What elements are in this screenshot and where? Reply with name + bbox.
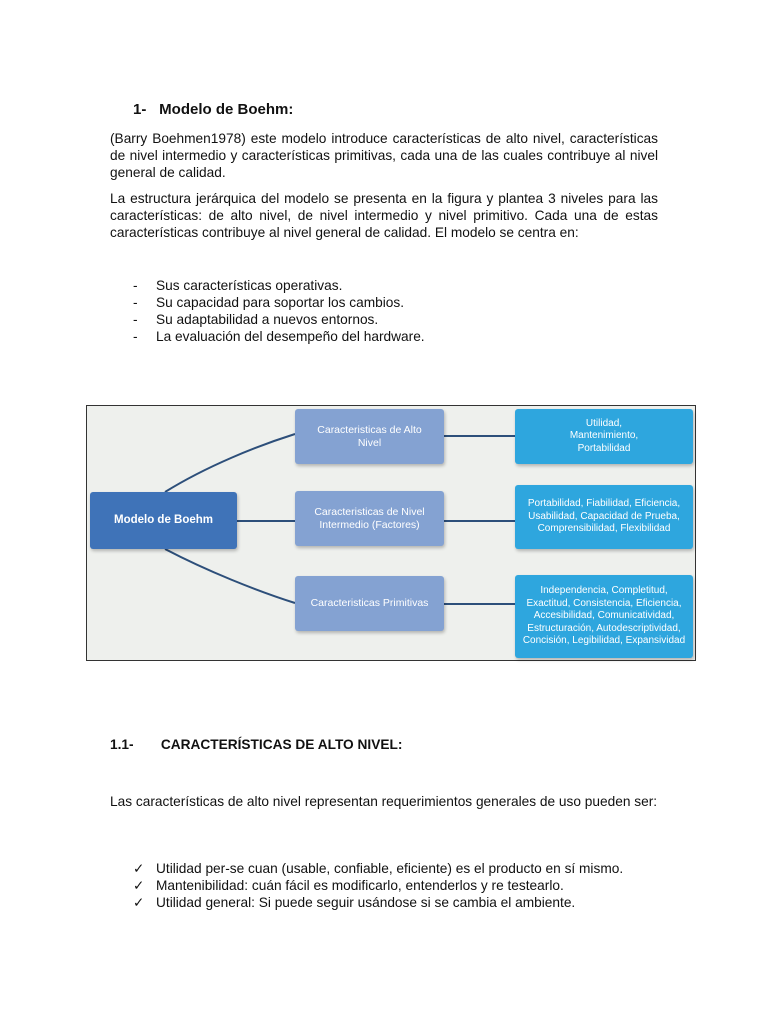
checkmark-icon: ✓ <box>133 861 145 876</box>
section-heading-modelo-boehm <box>133 101 293 118</box>
list-item: - Su capacidad para soportar los cambios. <box>133 295 405 310</box>
node-alto-nivel: Caracteristicas de Alto Nivel <box>295 409 444 464</box>
list-item: - Su adaptabilidad a nuevos entornos. <box>133 312 379 327</box>
node-nivel-intermedio: Caracteristicas de Nivel Intermedio (Factores) <box>295 491 444 546</box>
section-title: CARACTERÍSTICAS DE ALTO NIVEL: <box>160 737 403 752</box>
focus-list <box>133 277 425 345</box>
list-item: ✓ Utilidad general: Si puede seguir usándose si se cambia el ambiente. <box>133 895 576 910</box>
intro-paragraph: (Barry Boehmen1978) este modelo introduce características de alto nivel, características de nivel intermedio y características primitivas, cada una de las cuales contribuye al nivel general de calidad. <box>110 131 658 180</box>
bullet-dash: - <box>133 278 138 293</box>
section-title: Modelo de Boehm: <box>159 101 294 118</box>
list-item: - La evaluación del desempeño del hardware. <box>133 329 425 344</box>
list-item: - Sus características operativas. <box>133 278 343 293</box>
bullet-dash: - <box>133 295 138 310</box>
section-number: 1- <box>133 101 147 118</box>
boehm-model-diagram <box>86 405 696 661</box>
alto-nivel-paragraph: Las características de alto nivel representan requerimientos generales de uso pueden ser: <box>110 794 658 809</box>
section-heading-alto-nivel <box>110 737 402 752</box>
root-node-modelo-boehm: Modelo de Boehm <box>90 492 237 549</box>
structure-paragraph: La estructura jerárquica del modelo se presenta en la figura y plantea 3 niveles para las características: de alto nivel, de nivel intermedio y nivel primitivo. Cada una de estas características contribuye al nivel general de calidad. El modelo se centra en: <box>110 191 658 240</box>
node-intermedio-details: Portabilidad, Fiabilidad, Eficiencia, Usabilidad, Capacidad de Prueba, Comprensibilidad, Flexibilidad <box>515 485 693 549</box>
check-list <box>133 860 623 911</box>
node-alto-nivel-details: Utilidad, Mantenimiento, Portabilidad <box>515 409 693 464</box>
node-primitivas: Caracteristicas Primitivas <box>295 576 444 631</box>
list-item: ✓ Utilidad per-se cuan (usable, confiable, eficiente) es el producto en sí mismo. <box>133 861 624 876</box>
list-item: ✓ Mantenibilidad: cuán fácil es modificarlo, entenderlos y re testearlo. <box>133 878 564 893</box>
node-primitivas-details: Independencia, Completitud, Exactitud, Consistencia, Eficiencia, Accesibilidad, Comunicatividad, Estructuración, Autodescriptividad, Concisión, Legibilidad, Expansividad <box>515 575 693 658</box>
checkmark-icon: ✓ <box>133 895 145 910</box>
bullet-dash: - <box>133 329 138 344</box>
section-number: 1.1- <box>110 737 134 752</box>
checkmark-icon: ✓ <box>133 878 145 893</box>
bullet-dash: - <box>133 312 138 327</box>
